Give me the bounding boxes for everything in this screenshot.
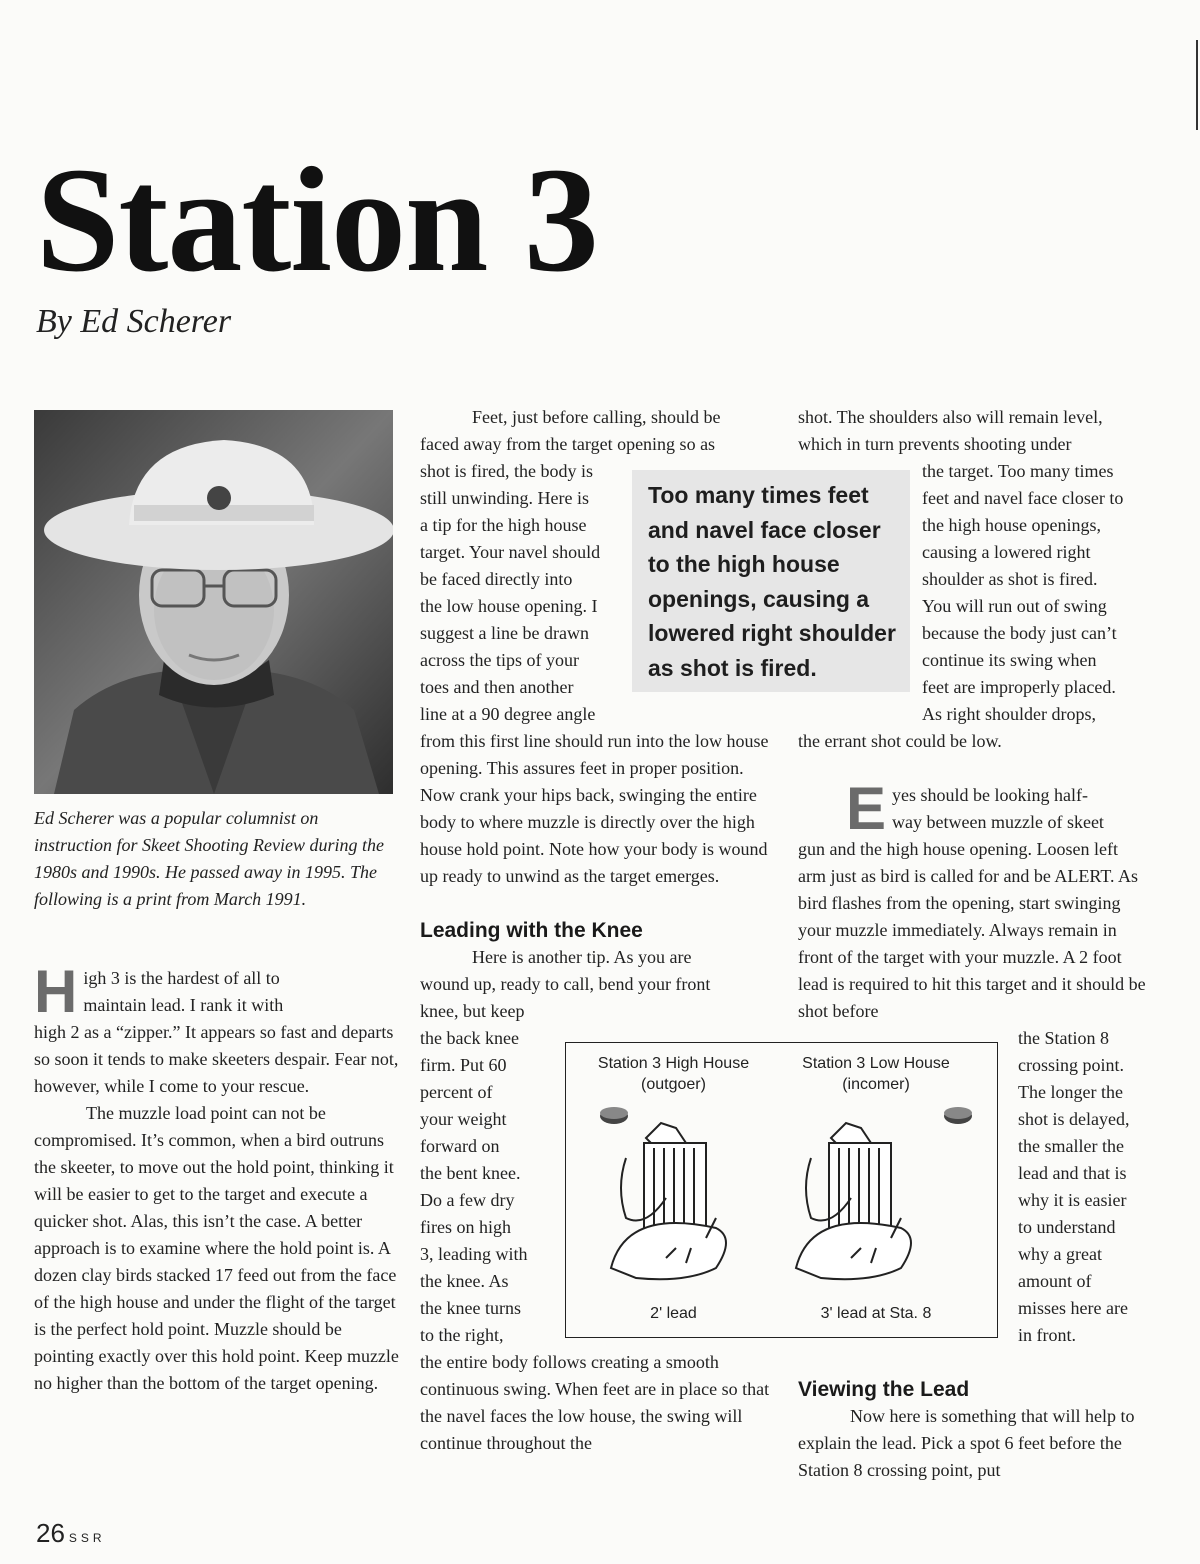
clay-target-icon bbox=[600, 1107, 628, 1124]
pull-quote: Too many times feet and navel face closer to the high house openings, causing a lowered right shoulder as shot is fired. bbox=[632, 470, 910, 692]
text-line: The longer the bbox=[1018, 1082, 1123, 1102]
text-line: suggest a line be drawn bbox=[420, 623, 589, 643]
text-line: feet and navel face closer to bbox=[922, 488, 1124, 508]
text-line: the back knee bbox=[420, 1028, 519, 1048]
text-line: the Station 8 bbox=[1018, 1028, 1109, 1048]
text-line: the bent knee. bbox=[420, 1163, 521, 1183]
text-line: percent of bbox=[420, 1082, 493, 1102]
text-line: the knee. As bbox=[420, 1271, 509, 1291]
text-line: Here is another tip. As you are bbox=[472, 947, 692, 967]
text-line: a tip for the high house bbox=[420, 515, 587, 535]
page-edge-mark bbox=[1196, 40, 1198, 130]
text-line: in front. bbox=[1018, 1325, 1076, 1345]
text-line: be faced directly into bbox=[420, 569, 573, 589]
lead-diagram bbox=[565, 1042, 998, 1338]
text-line: forward on bbox=[420, 1136, 500, 1156]
shooter-right-icon bbox=[796, 1123, 911, 1279]
author-photo bbox=[34, 410, 393, 794]
figure-right-subtitle: (incomer) bbox=[842, 1076, 910, 1093]
text-line: the errant shot could be low. bbox=[798, 731, 1002, 751]
text-line: lead and that is bbox=[1018, 1163, 1127, 1183]
text-line: fires on high bbox=[420, 1217, 511, 1237]
text-line: the high house openings, bbox=[922, 515, 1101, 535]
figure-left-lead: 2' lead bbox=[650, 1305, 697, 1322]
author-portrait-image bbox=[34, 410, 393, 794]
text-line: the smaller the bbox=[1018, 1136, 1124, 1156]
text-line: maintain lead. I rank it with bbox=[83, 995, 284, 1015]
text-line: shoulder as shot is fired. bbox=[922, 569, 1098, 589]
article-title: Station 3 bbox=[36, 137, 598, 303]
text-line: your weight bbox=[420, 1109, 507, 1129]
magazine-name: SSR bbox=[68, 1531, 106, 1545]
byline: By Ed Scherer bbox=[36, 303, 232, 340]
text-line: 3, leading with bbox=[420, 1244, 528, 1264]
paragraph-text: the entire body follows creating a smooth continuous swing. When feet are in place so that the navel faces the low house, the swing will continue throughout the bbox=[420, 1352, 770, 1453]
text-line: wound up, ready to call, bend your front bbox=[420, 974, 711, 994]
text-line: misses here are bbox=[1018, 1298, 1128, 1318]
text-line: toes and then another bbox=[420, 677, 574, 697]
paragraph-text: gun and the high house opening. Loosen left arm just as bird is called for and be ALERT. As bird flashes from the opening, start swinging your muzzle immediately. Always remain in front of the target with your muzzle. A 2 foot lead is required to hit this target and it should be shot before bbox=[798, 839, 1146, 1021]
text-line: feet are improperly placed. bbox=[922, 677, 1116, 697]
page-footer bbox=[36, 1518, 106, 1549]
text-line: line at a 90 degree angle bbox=[420, 704, 596, 724]
text-line: crossing point. bbox=[1018, 1055, 1124, 1075]
text-line: way between muzzle of skeet bbox=[892, 812, 1104, 832]
text-line: As right shoulder drops, bbox=[922, 704, 1096, 724]
clay-target-icon bbox=[944, 1107, 972, 1124]
paragraph-1 bbox=[34, 958, 399, 1100]
text-line: to understand bbox=[1018, 1217, 1116, 1237]
drop-cap: E bbox=[846, 775, 887, 842]
text-line: shot is fired, the body is bbox=[420, 461, 593, 481]
text-line: why a great bbox=[1018, 1244, 1102, 1264]
paragraph-2: The muzzle load point can not be compromised. It’s common, when a bird outruns the skeeter, to move out the hold point, thinking it will be easier to get to the target and execute a quicker shot. Alas, this isn’t the case. A better approach is to examine where the hold point is. A dozen clay birds stacked 17 feed out from the face of the high house and under the flight of the target is the perfect hold point. Muzzle should be pointing exactly over this hold point. Keep muzzle no higher than the bottom of the target opening. bbox=[34, 1103, 399, 1393]
text-line: the low house opening. I bbox=[420, 596, 598, 616]
text-line: amount of bbox=[1018, 1271, 1092, 1291]
text-line: firm. Put 60 bbox=[420, 1055, 507, 1075]
figure-right-title: Station 3 Low House bbox=[802, 1055, 950, 1072]
text-line: shot is delayed, bbox=[1018, 1109, 1130, 1129]
text-line: causing a lowered right bbox=[922, 542, 1091, 562]
text-line: igh 3 is the hardest of all to bbox=[83, 968, 280, 988]
text-line: target. Your navel should bbox=[420, 542, 601, 562]
figure-left-title: Station 3 High House bbox=[597, 1055, 750, 1072]
paragraph-text: high 2 as a “zipper.” It appears so fast and departs so soon it tends to make skeeters despair. Fear not, however, while I come to your rescue. bbox=[34, 1022, 399, 1096]
photo-caption: Ed Scherer was a popular columnist on instruction for Skeet Shooting Review during the 1980s and 1990s. He passed away in 1995. The following is a print from March 1991. bbox=[34, 808, 384, 909]
text-line: the target. Too many times bbox=[922, 461, 1114, 481]
text-line: because the body just can’t bbox=[922, 623, 1117, 643]
text-line: You will run out of swing bbox=[922, 596, 1107, 616]
text-line: yes should be looking half- bbox=[892, 785, 1089, 805]
text-line: why it is easier bbox=[1018, 1190, 1127, 1210]
drop-cap: H bbox=[34, 958, 78, 1025]
text-line: the knee turns bbox=[420, 1298, 521, 1318]
figure-right-lead: 3' lead at Sta. 8 bbox=[820, 1305, 932, 1322]
section-heading-leading-with-knee: Leading with the Knee bbox=[420, 919, 643, 942]
text-line: knee, but keep bbox=[420, 1001, 525, 1021]
text-line: Do a few dry bbox=[420, 1190, 515, 1210]
text-line: continue its swing when bbox=[922, 650, 1097, 670]
column-1 bbox=[34, 958, 399, 1397]
paragraph-3: Now here is something that will help to explain the lead. Pick a spot 6 feet before the Station 8 crossing point, put bbox=[798, 1406, 1135, 1480]
paragraph-text: from this first line should run into the low house opening. This assures feet in proper position. Now crank your hips back, swinging the entire body to where muzzle is directly over the high house hold point. Note how your body is wound up ready to unwind as the target emerges. bbox=[420, 731, 769, 886]
figure-left-subtitle: (outgoer) bbox=[641, 1076, 706, 1093]
page-number: 26 bbox=[36, 1518, 65, 1548]
shooter-illustrations bbox=[566, 1098, 996, 1303]
text-line: still unwinding. Here is bbox=[420, 488, 589, 508]
text-line: across the tips of your bbox=[420, 650, 579, 670]
section-heading-viewing-the-lead: Viewing the Lead bbox=[798, 1378, 970, 1401]
text-line: to the right, bbox=[420, 1325, 504, 1345]
text-line: which in turn prevents shooting under bbox=[798, 434, 1072, 454]
text-line: faced away from the target opening so as bbox=[420, 434, 716, 454]
text-line: Feet, just before calling, should be bbox=[472, 407, 721, 427]
text-line: shot. The shoulders also will remain level, bbox=[798, 407, 1103, 427]
shooter-left-icon bbox=[611, 1123, 726, 1279]
